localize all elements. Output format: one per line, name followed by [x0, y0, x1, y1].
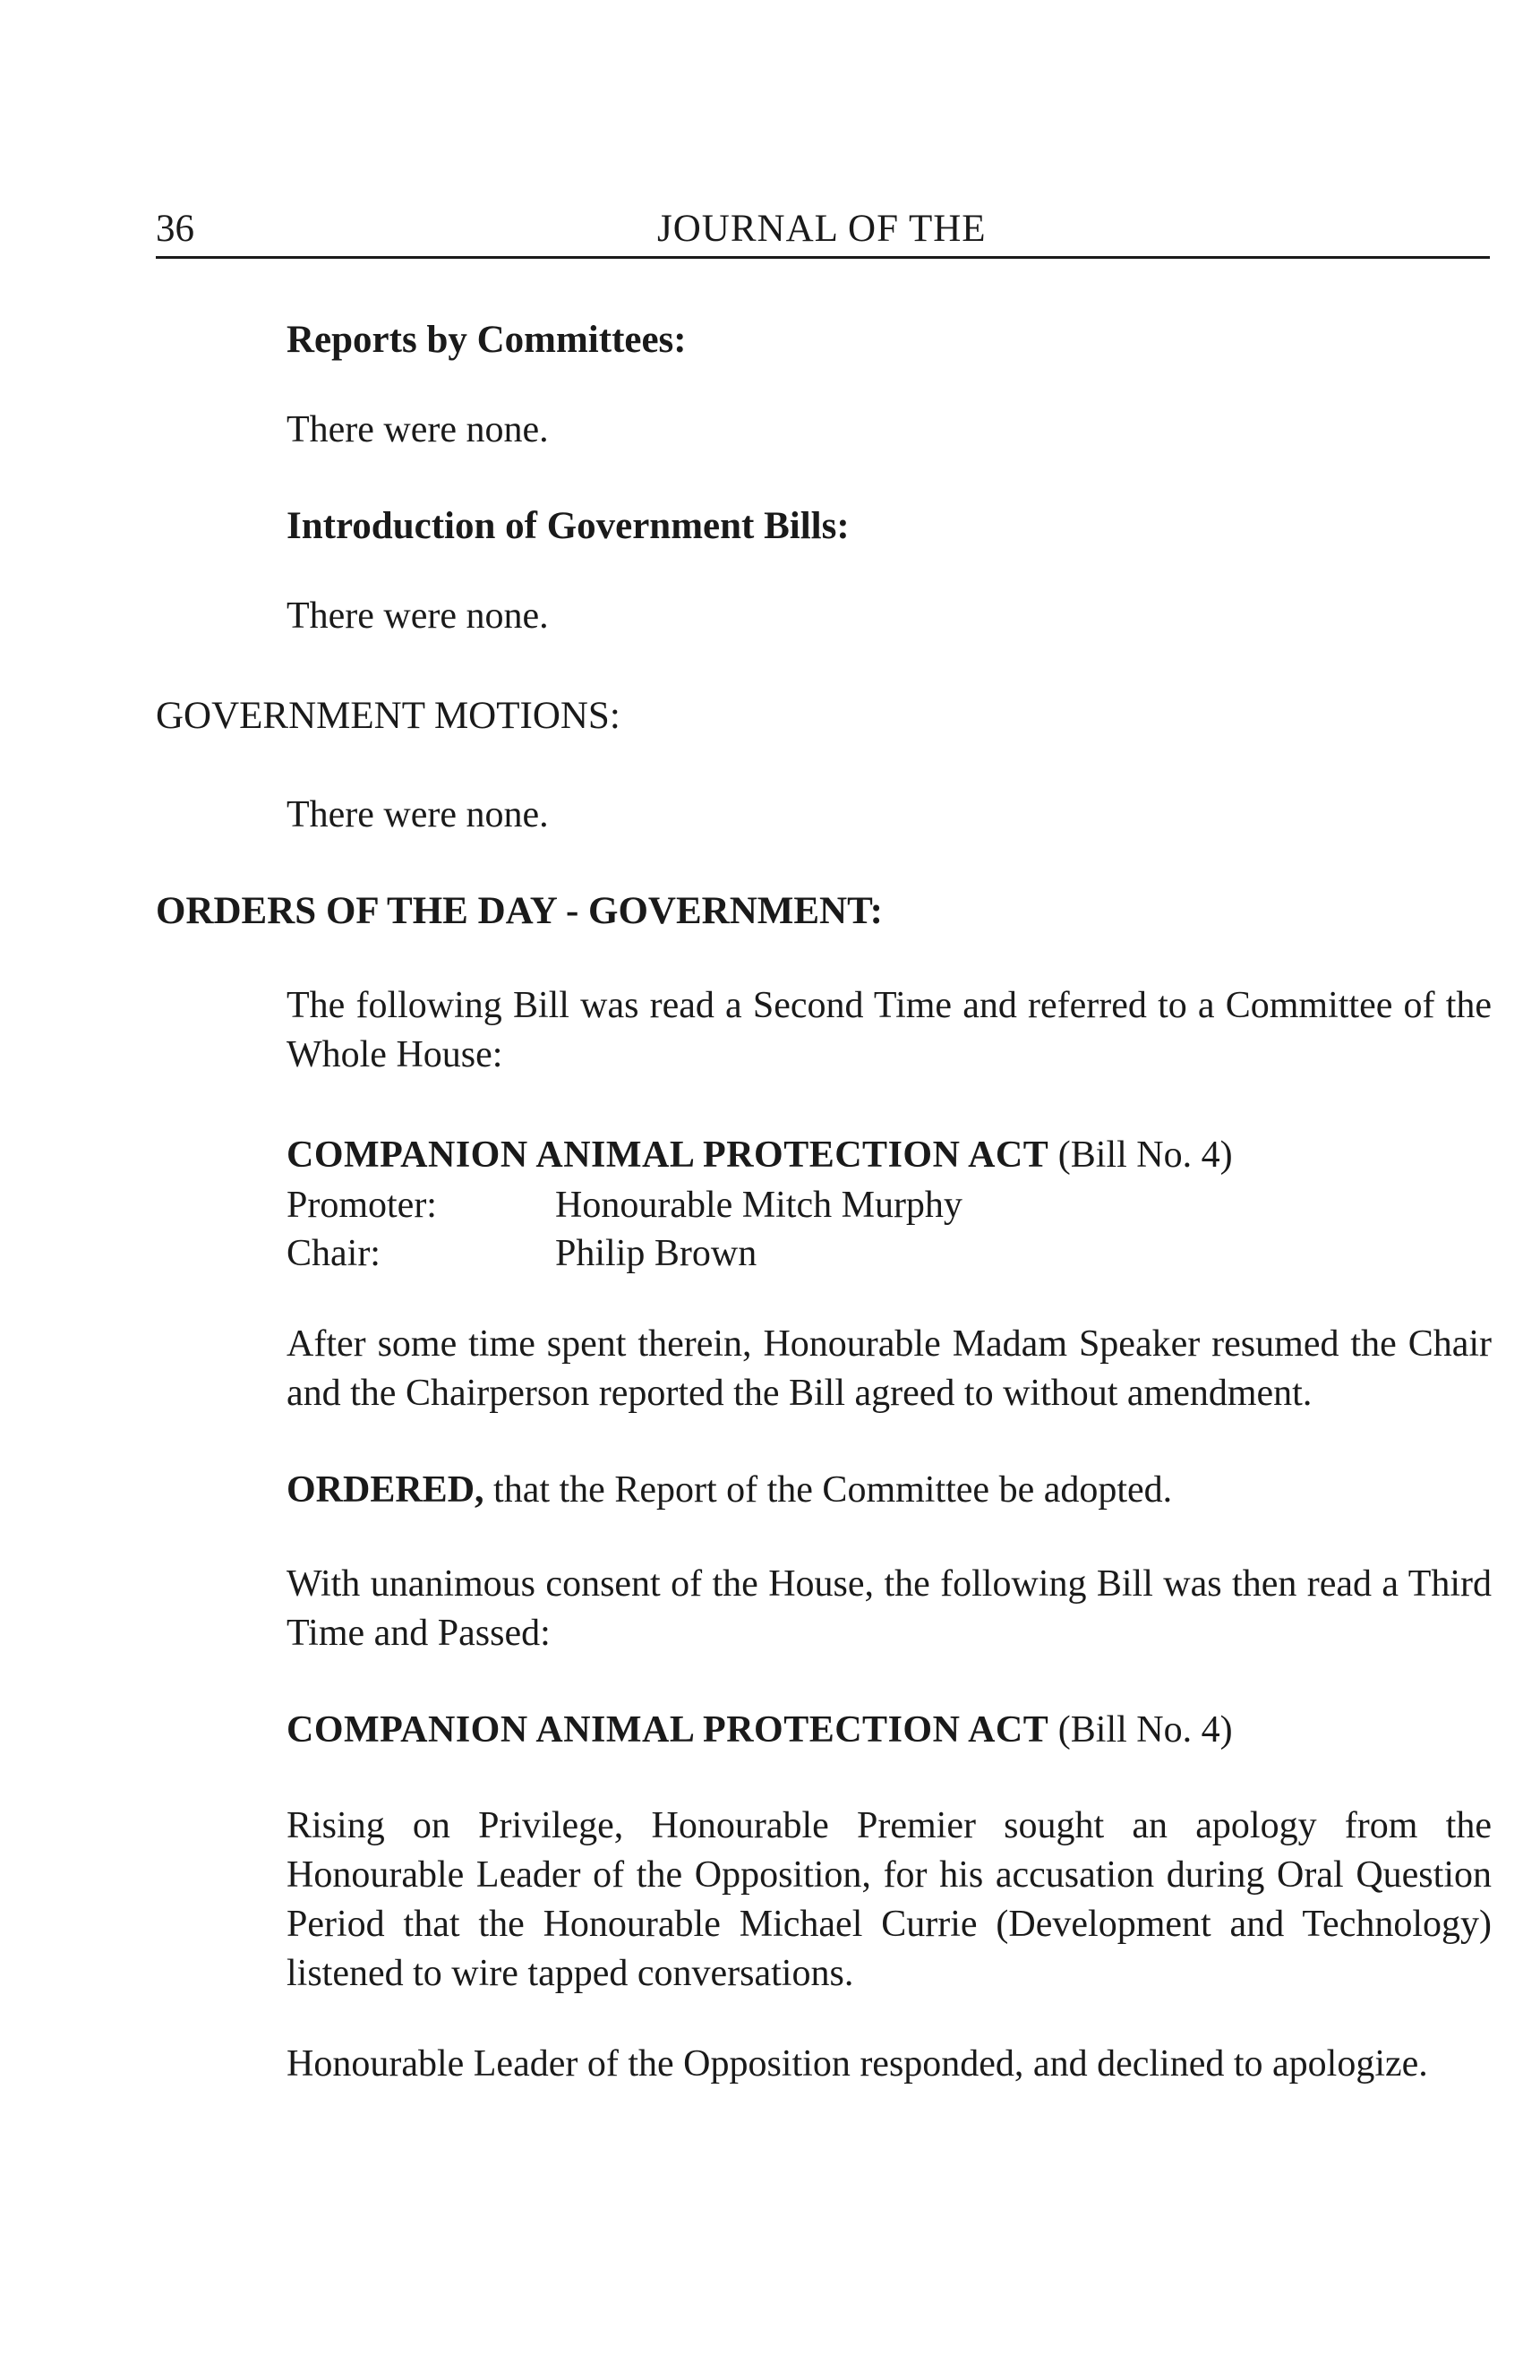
ordered-keyword: ORDERED, [287, 1469, 484, 1511]
third-reading-paragraph: With unanimous consent of the House, the following Bill was then read a Third Time and Passed: [287, 1563, 1492, 1654]
privilege-paragraph: Rising on Privilege, Honourable Premier sought an apology from the Honourable Leader of the Opposition, for his accusation during Oral Question Period that the Honourable Michael Currie (Development and Technology) listened to wire tapped conversations. [287, 1805, 1492, 1994]
orders-of-the-day-heading: ORDERS OF THE DAY - GOVERNMENT: [156, 890, 883, 932]
chair-label: Chair: [287, 1233, 381, 1274]
reports-heading: Reports by Committees: [287, 319, 687, 361]
header-rule [156, 256, 1490, 259]
second-reading-paragraph: The following Bill was read a Second Time and referred to a Committee of the Whole House: [287, 985, 1492, 1075]
page-number: 36 [156, 208, 194, 250]
journal-title: JOURNAL OF THE [657, 208, 987, 250]
government-bills-heading: Introduction of Government Bills: [287, 505, 850, 547]
ordered-text: that the Report of the Committee be adopted. [493, 1469, 1173, 1511]
bill-title: COMPANION ANIMAL PROTECTION ACT [287, 1709, 1049, 1751]
government-motions-text: There were none. [287, 794, 549, 835]
bill-line-1 [287, 1130, 1233, 1180]
government-motions-heading: GOVERNMENT MOTIONS: [156, 695, 620, 737]
response-paragraph: Honourable Leader of the Opposition responded, and declined to apologize. [287, 2043, 1428, 2085]
bill-line-2 [287, 1705, 1233, 1755]
reports-text: There were none. [287, 409, 549, 450]
government-bills-text: There were none. [287, 595, 549, 637]
bill-title: COMPANION ANIMAL PROTECTION ACT [287, 1134, 1049, 1176]
chair-value: Philip Brown [555, 1233, 757, 1274]
promoter-value: Honourable Mitch Murphy [555, 1185, 962, 1226]
ordered-paragraph [287, 1465, 1172, 1515]
bill-number: (Bill No. 4) [1057, 1134, 1233, 1176]
promoter-label: Promoter: [287, 1185, 437, 1226]
committee-report-paragraph: After some time spent therein, Honourable Madam Speaker resumed the Chair and the Chairperson reported the Bill agreed to without amendment. [287, 1323, 1492, 1414]
bill-number: (Bill No. 4) [1057, 1709, 1233, 1751]
